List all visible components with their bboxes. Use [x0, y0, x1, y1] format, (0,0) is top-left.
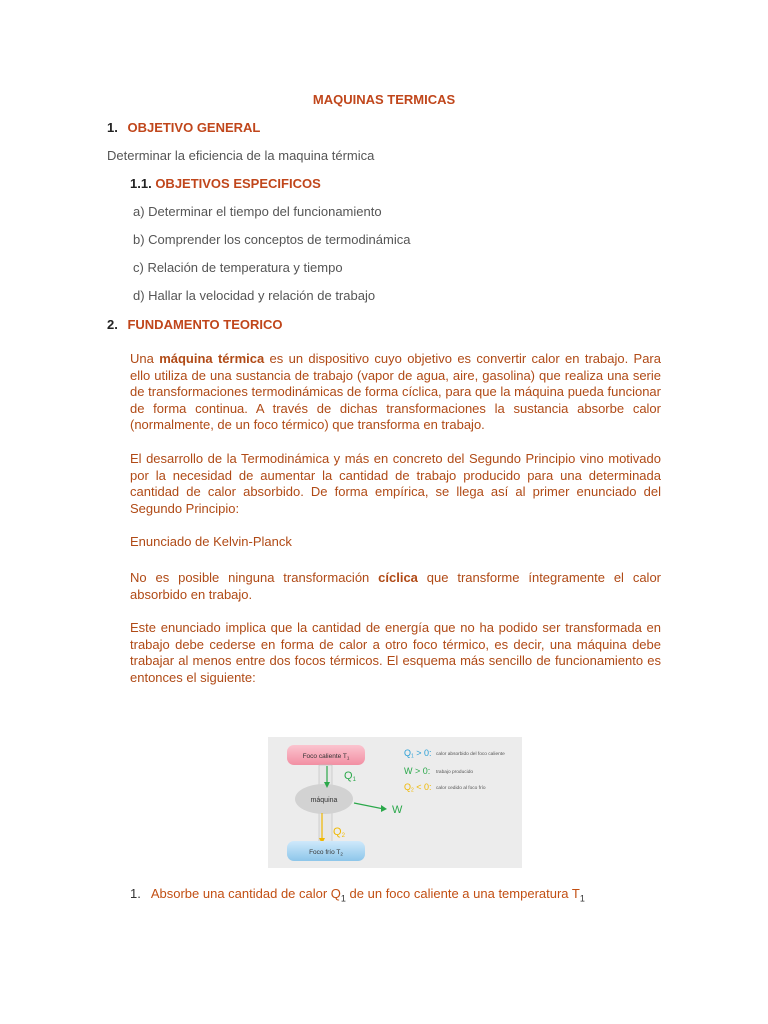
list-text-a: Absorbe una cantidad de calor Q: [150, 886, 341, 901]
cold-reservoir-label: Foco frío $T_2$: [309, 849, 343, 857]
list-number: 1.: [130, 886, 141, 901]
text-run: es un dispositivo cuyo objetivo es convertir calor en trabajo. Para ello utiliza de una sustancia de trabajo (vapor de agua, aire, gasolina) que realiza una serie de transformaciones termodinámicas de forma cíclica, para que la máquina pueda funcionar de forma continua. A través de dichas transformaciones la sustancia absorbe calor (normalmente, de un foco térmico) que transforma en trabajo.: [130, 351, 661, 432]
q1-label: Q1: [344, 770, 356, 783]
section-2-heading: [107, 317, 283, 332]
w-arrowhead: [381, 805, 387, 812]
numbered-list-item: [130, 886, 585, 904]
machine-label: máquina: [310, 797, 338, 804]
section-number: 1.1.: [130, 176, 152, 191]
legend-desc-q2: calor cedido al foco frío: [436, 786, 486, 791]
section-title: OBJETIVO GENERAL: [127, 120, 261, 135]
section-number: 1.: [107, 120, 118, 135]
objective-item: d) Hallar la velocidad y relación de trabajo: [133, 288, 376, 303]
text-run: No es posible ninguna transformación: [130, 570, 379, 585]
paragraph-esquema: Este enunciado implica que la cantidad de energía que no ha podido ser transformada en trabajo debe cederse en forma de calor a otro foco térmico, es decir, una máquina debe trabajar al menos entre dos focos térmicos. El esquema más sencillo de funcionamiento es entonces el siguiente:: [130, 620, 661, 685]
diagram-svg: [268, 737, 522, 868]
legend-desc-q1: calor absorbido del foco caliente: [436, 752, 505, 757]
objective-text: Determinar la eficiencia de la maquina térmica: [107, 148, 375, 163]
w-arrow: [354, 803, 384, 809]
section-1-1-heading: [130, 176, 321, 191]
section-1-heading: [107, 120, 260, 135]
w-label: W: [392, 804, 403, 816]
list-text-b: de un foco caliente a una temperatura T: [345, 886, 580, 901]
legend-desc-w: trabajo producido: [436, 770, 474, 775]
section-number: 2.: [107, 317, 118, 332]
bold-term: cíclica: [378, 570, 418, 585]
list-sub-a: 1: [340, 893, 346, 904]
legend: [404, 748, 505, 794]
list-sub-b: 1: [579, 893, 585, 904]
paragraph-kelvin-planck: Enunciado de Kelvin-Planck: [130, 534, 292, 549]
paragraph-segundo-principio: El desarrollo de la Termodinámica y más en concreto del Segundo Principio vino motivado por la necesidad de aumentar la cantidad de trabajo producido para una determinada cantidad de calor absorbido. De forma empírica, se llega así al primer enunciado del Segundo Principio:: [130, 451, 661, 516]
objective-item: b) Comprender los conceptos de termodinámica: [133, 232, 411, 247]
legend-entry-q1: Q1 > 0:: [404, 748, 432, 760]
text-run: Una: [130, 351, 160, 366]
paragraph-maquina-termica: [130, 351, 661, 434]
text-run: que transforme íntegramente el calor absorbido en trabajo.: [130, 570, 661, 602]
hot-reservoir-label: Foco caliente $T_1$: [302, 753, 350, 761]
q2-label: Q2: [333, 826, 345, 839]
objective-item: a) Determinar el tiempo del funcionamiento: [133, 204, 382, 219]
legend-entry-q2: Q2 < 0:: [404, 782, 432, 794]
bold-term: máquina térmica: [159, 351, 265, 366]
heat-engine-diagram: [268, 737, 522, 868]
document-title: MAQUINAS TERMICAS: [312, 92, 456, 107]
legend-entry-w: W > 0:: [404, 766, 431, 776]
section-title: FUNDAMENTO TEORICO: [127, 317, 283, 332]
section-title: OBJETIVOS ESPECIFICOS: [155, 176, 321, 191]
objective-item: c) Relación de temperatura y tiempo: [133, 260, 343, 275]
paragraph-statement: [130, 570, 661, 603]
